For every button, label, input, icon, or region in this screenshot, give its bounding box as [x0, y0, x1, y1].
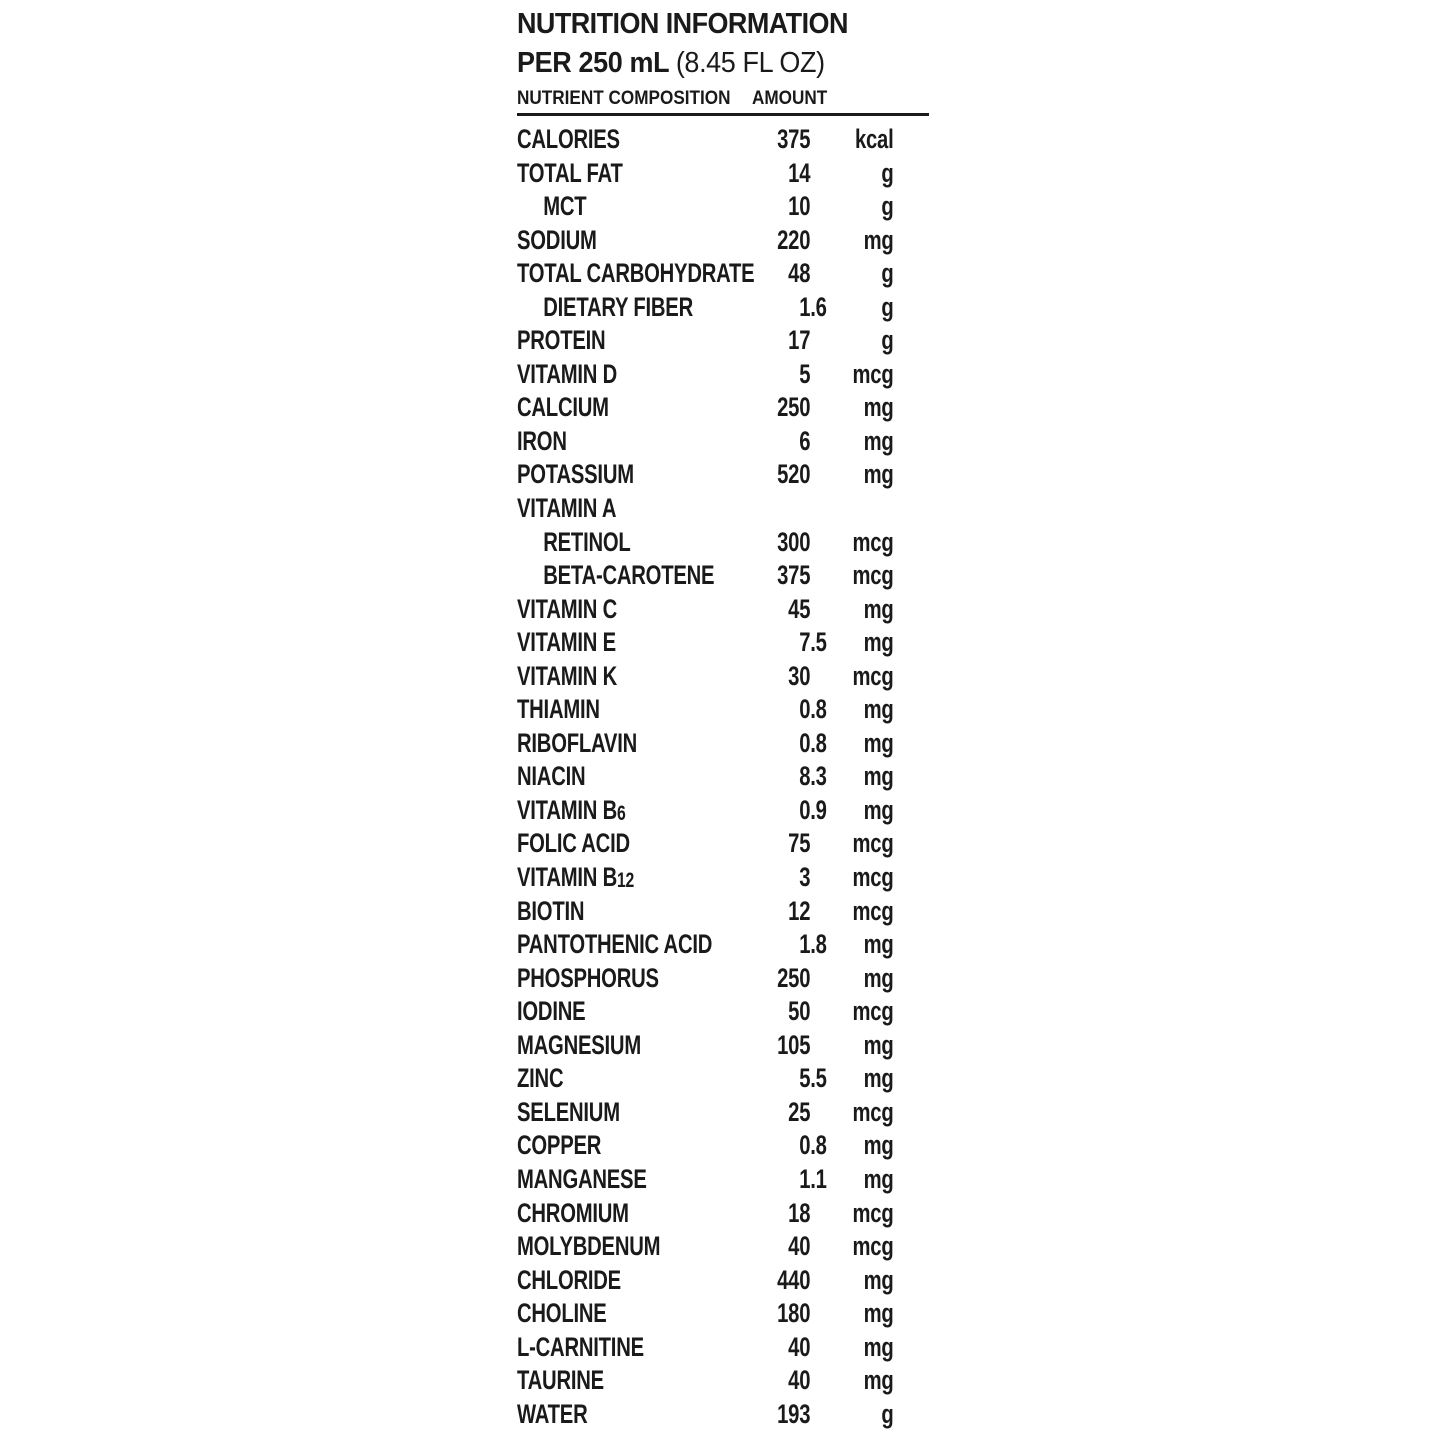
table-row [517, 291, 927, 325]
amount-fraction [810, 895, 830, 929]
amount-unit: mcg [852, 862, 894, 893]
amount-value: 1 [799, 929, 811, 960]
nutrient-label: CALCIUM [517, 392, 609, 423]
amount-unit: mg [863, 392, 894, 423]
nutrient-label: CHROMIUM [517, 1197, 629, 1228]
amount-fraction [810, 492, 830, 526]
nutrient-label: IRON [517, 425, 567, 456]
nutrient-label: VITAMIN D [517, 358, 617, 389]
amount-fraction: .8 [810, 727, 827, 758]
amount-fraction: .8 [810, 929, 827, 960]
amount-fraction [810, 995, 830, 1029]
amount-value [764, 492, 811, 526]
amount-value: 40 [788, 1365, 811, 1396]
amount-value: 520 [777, 459, 811, 490]
amount-fraction: .1 [810, 1163, 827, 1194]
amount-unit: mg [863, 694, 894, 725]
nutrient-label: VITAMIN B12 [517, 862, 635, 893]
nutrient-label-subscript: 6 [616, 801, 626, 825]
amount-fraction [810, 324, 830, 358]
amount-fraction [810, 1029, 830, 1063]
amount-value: 375 [777, 560, 811, 591]
amount-unit: mcg [852, 996, 894, 1027]
amount-fraction [810, 425, 830, 459]
amount-value: 300 [777, 526, 811, 557]
amount-unit: mcg [852, 1231, 894, 1262]
table-row [517, 827, 927, 861]
table-row [517, 224, 927, 258]
table-row [517, 358, 927, 392]
amount-unit: mcg [852, 560, 894, 591]
amount-fraction [810, 1096, 830, 1130]
nutrient-label: MCT [543, 191, 587, 222]
nutrient-label: TOTAL CARBOHYDRATE [517, 258, 755, 289]
table-row [517, 1331, 927, 1365]
serving-size-note: (8.45 FL OZ) [675, 47, 825, 79]
amount-fraction: .5 [810, 1063, 827, 1094]
nutrient-label: SELENIUM [517, 1096, 620, 1127]
amount-fraction [810, 660, 830, 694]
amount-unit: mg [863, 1365, 894, 1396]
nutrient-label: CALORIES [517, 124, 620, 154]
nutrient-label: VITAMIN A [517, 493, 617, 524]
amount-unit: g [881, 258, 894, 289]
amount-unit: mcg [852, 1197, 894, 1228]
nutrient-label: VITAMIN B6 [517, 794, 626, 825]
nutrient-label: BIOTIN [517, 895, 585, 926]
amount-value: 17 [788, 325, 811, 356]
amount-value: 0 [799, 727, 811, 758]
amount-value: 105 [777, 1029, 811, 1060]
amount-fraction: .3 [810, 761, 827, 792]
amount-fraction [810, 593, 830, 627]
table-row [517, 1197, 927, 1231]
amount-fraction [810, 123, 830, 157]
nutrient-label: PHOSPHORUS [517, 962, 659, 993]
amount-value: 5 [799, 1063, 811, 1094]
amount-fraction [810, 861, 830, 897]
nutrient-label: VITAMIN E [517, 627, 616, 658]
nutrient-label: VITAMIN C [517, 593, 617, 624]
amount-fraction [810, 391, 830, 425]
amount-unit: g [881, 1398, 894, 1429]
amount-value: 250 [777, 392, 811, 423]
amount-fraction [810, 458, 830, 492]
amount-value: 6 [799, 425, 811, 456]
nutrient-label: RETINOL [543, 526, 631, 557]
nutrition-table [517, 123, 927, 1431]
amount-unit: mcg [852, 1096, 894, 1127]
amount-value: 0 [799, 794, 811, 825]
amount-unit: mg [863, 929, 894, 960]
amount-fraction: .8 [810, 694, 827, 725]
table-row [517, 1029, 927, 1063]
amount-unit: mcg [852, 660, 894, 691]
amount-fraction [810, 1364, 830, 1398]
table-row [517, 190, 927, 224]
table-row [517, 1230, 927, 1264]
amount-value: 75 [788, 828, 811, 859]
table-row [517, 1062, 927, 1096]
nutrient-label: THIAMIN [517, 694, 600, 725]
header-divider [517, 113, 929, 116]
amount-fraction [810, 962, 830, 996]
table-row [517, 593, 927, 627]
amount-fraction [810, 559, 830, 593]
nutrient-label: PROTEIN [517, 325, 606, 356]
amount-value: 45 [788, 593, 811, 624]
table-row [517, 861, 927, 895]
amount-unit: kcal [854, 124, 894, 154]
nutrient-label: COPPER [517, 1130, 602, 1161]
amount-value: 1 [799, 1163, 811, 1194]
table-row [517, 1096, 927, 1130]
amount-unit: mcg [852, 828, 894, 859]
amount-value: 440 [777, 1264, 811, 1295]
amount-unit: mg [863, 1029, 894, 1060]
amount-fraction: .6 [810, 291, 827, 322]
amount-fraction: .8 [810, 1130, 827, 1161]
table-row [517, 1163, 927, 1197]
amount-unit: mg [863, 1130, 894, 1161]
amount-value: 5 [799, 358, 811, 389]
amount-value: 8 [799, 761, 811, 792]
amount-value: 1 [799, 291, 811, 322]
amount-fraction [810, 1398, 830, 1432]
amount-unit: mcg [852, 895, 894, 926]
nutrient-label: SODIUM [517, 224, 597, 255]
table-row [517, 1264, 927, 1298]
nutrient-label: POTASSIUM [517, 459, 634, 490]
amount-fraction [810, 190, 830, 224]
amount-fraction [810, 157, 830, 191]
table-row [517, 1297, 927, 1331]
table-row [517, 1364, 927, 1398]
serving-size-volume: PER 250 mL [517, 47, 669, 79]
table-row [517, 962, 927, 996]
amount-unit [831, 492, 894, 526]
table-row [517, 928, 927, 962]
table-row [517, 760, 927, 794]
nutrient-label: DIETARY FIBER [543, 291, 693, 322]
table-row [517, 995, 927, 1029]
nutrient-label: MANGANESE [517, 1163, 647, 1194]
amount-unit: mg [863, 593, 894, 624]
amount-unit: mcg [852, 358, 894, 389]
table-row [517, 895, 927, 929]
table-row [517, 425, 927, 459]
amount-value: 180 [777, 1298, 811, 1329]
nutrient-label: WATER [517, 1398, 588, 1429]
amount-value: 3 [799, 862, 811, 893]
amount-unit: mg [863, 1163, 894, 1194]
amount-value: 10 [788, 191, 811, 222]
amount-value: 40 [788, 1231, 811, 1262]
nutrient-label: RIBOFLAVIN [517, 727, 637, 758]
table-row [517, 559, 927, 593]
nutrient-label: PANTOTHENIC ACID [517, 929, 713, 960]
nutrient-label: ZINC [517, 1063, 564, 1094]
amount-value: 12 [788, 895, 811, 926]
table-row [517, 693, 927, 727]
column-header-nutrient: NUTRIENT COMPOSITION [517, 87, 731, 109]
nutrient-label: NIACIN [517, 761, 586, 792]
amount-unit: mg [863, 459, 894, 490]
amount-fraction [810, 1331, 830, 1365]
nutrition-label [517, 5, 929, 1431]
amount-unit: mg [863, 224, 894, 255]
table-row [517, 1398, 927, 1432]
amount-value: 14 [788, 157, 811, 188]
nutrient-label: L-CARNITINE [517, 1331, 644, 1362]
amount-value: 30 [788, 660, 811, 691]
amount-fraction [810, 358, 830, 392]
column-header-amount: AMOUNT [751, 87, 828, 109]
amount-fraction [810, 827, 830, 861]
amount-unit: mcg [852, 526, 894, 557]
table-row [517, 727, 927, 761]
amount-unit: mg [863, 761, 894, 792]
amount-unit: mg [863, 962, 894, 993]
amount-fraction [810, 1230, 830, 1264]
amount-unit: g [881, 191, 894, 222]
amount-unit: mg [863, 794, 894, 825]
amount-unit: mg [863, 1264, 894, 1295]
amount-fraction [810, 1297, 830, 1331]
amount-value: 25 [788, 1096, 811, 1127]
amount-unit: mg [863, 627, 894, 658]
nutrient-label: BETA-CAROTENE [543, 560, 715, 591]
nutrient-label: TOTAL FAT [517, 157, 623, 188]
nutrient-label: VITAMIN K [517, 660, 617, 691]
nutrient-label: CHOLINE [517, 1298, 607, 1329]
amount-fraction [810, 526, 830, 560]
nutrient-label: TAURINE [517, 1365, 604, 1396]
amount-fraction: .9 [810, 794, 827, 825]
amount-fraction [810, 1264, 830, 1298]
nutrient-label: MOLYBDENUM [517, 1231, 661, 1262]
table-row [517, 660, 927, 694]
nutrient-label: CHLORIDE [517, 1264, 621, 1295]
nutrient-label-subscript: 12 [616, 869, 635, 893]
amount-value: 18 [788, 1197, 811, 1228]
amount-value: 7 [799, 627, 811, 658]
amount-unit: mg [863, 1063, 894, 1094]
amount-value: 375 [777, 124, 811, 154]
amount-fraction [810, 224, 830, 258]
table-row [517, 123, 927, 157]
serving-size [517, 43, 900, 84]
table-row [517, 257, 927, 291]
nutrient-label: FOLIC ACID [517, 828, 630, 859]
amount-value: 40 [788, 1331, 811, 1362]
table-row [517, 157, 927, 191]
amount-value: 220 [777, 224, 811, 255]
amount-fraction [810, 1197, 830, 1231]
amount-unit: g [881, 291, 894, 322]
amount-value: 48 [788, 258, 811, 289]
amount-unit: g [881, 157, 894, 188]
table-row [517, 492, 927, 526]
page-title: NUTRITION INFORMATION [517, 8, 848, 40]
nutrient-label: MAGNESIUM [517, 1029, 641, 1060]
table-row [517, 391, 927, 425]
amount-fraction: .5 [810, 627, 827, 658]
table-row [517, 458, 927, 492]
amount-value: 0 [799, 694, 811, 725]
amount-unit: mg [863, 1331, 894, 1362]
amount-value: 193 [777, 1398, 811, 1429]
table-row [517, 794, 927, 828]
table-row [517, 1129, 927, 1163]
amount-value: 250 [777, 962, 811, 993]
amount-value: 50 [788, 996, 811, 1027]
table-row [517, 626, 927, 660]
amount-value: 0 [799, 1130, 811, 1161]
amount-fraction [810, 257, 830, 291]
amount-unit: g [881, 325, 894, 356]
nutrient-label: IODINE [517, 996, 586, 1027]
table-row [517, 324, 927, 358]
amount-unit: mg [863, 425, 894, 456]
column-headers [517, 86, 880, 110]
amount-unit: mg [863, 1298, 894, 1329]
amount-unit: mg [863, 727, 894, 758]
table-row [517, 526, 927, 560]
